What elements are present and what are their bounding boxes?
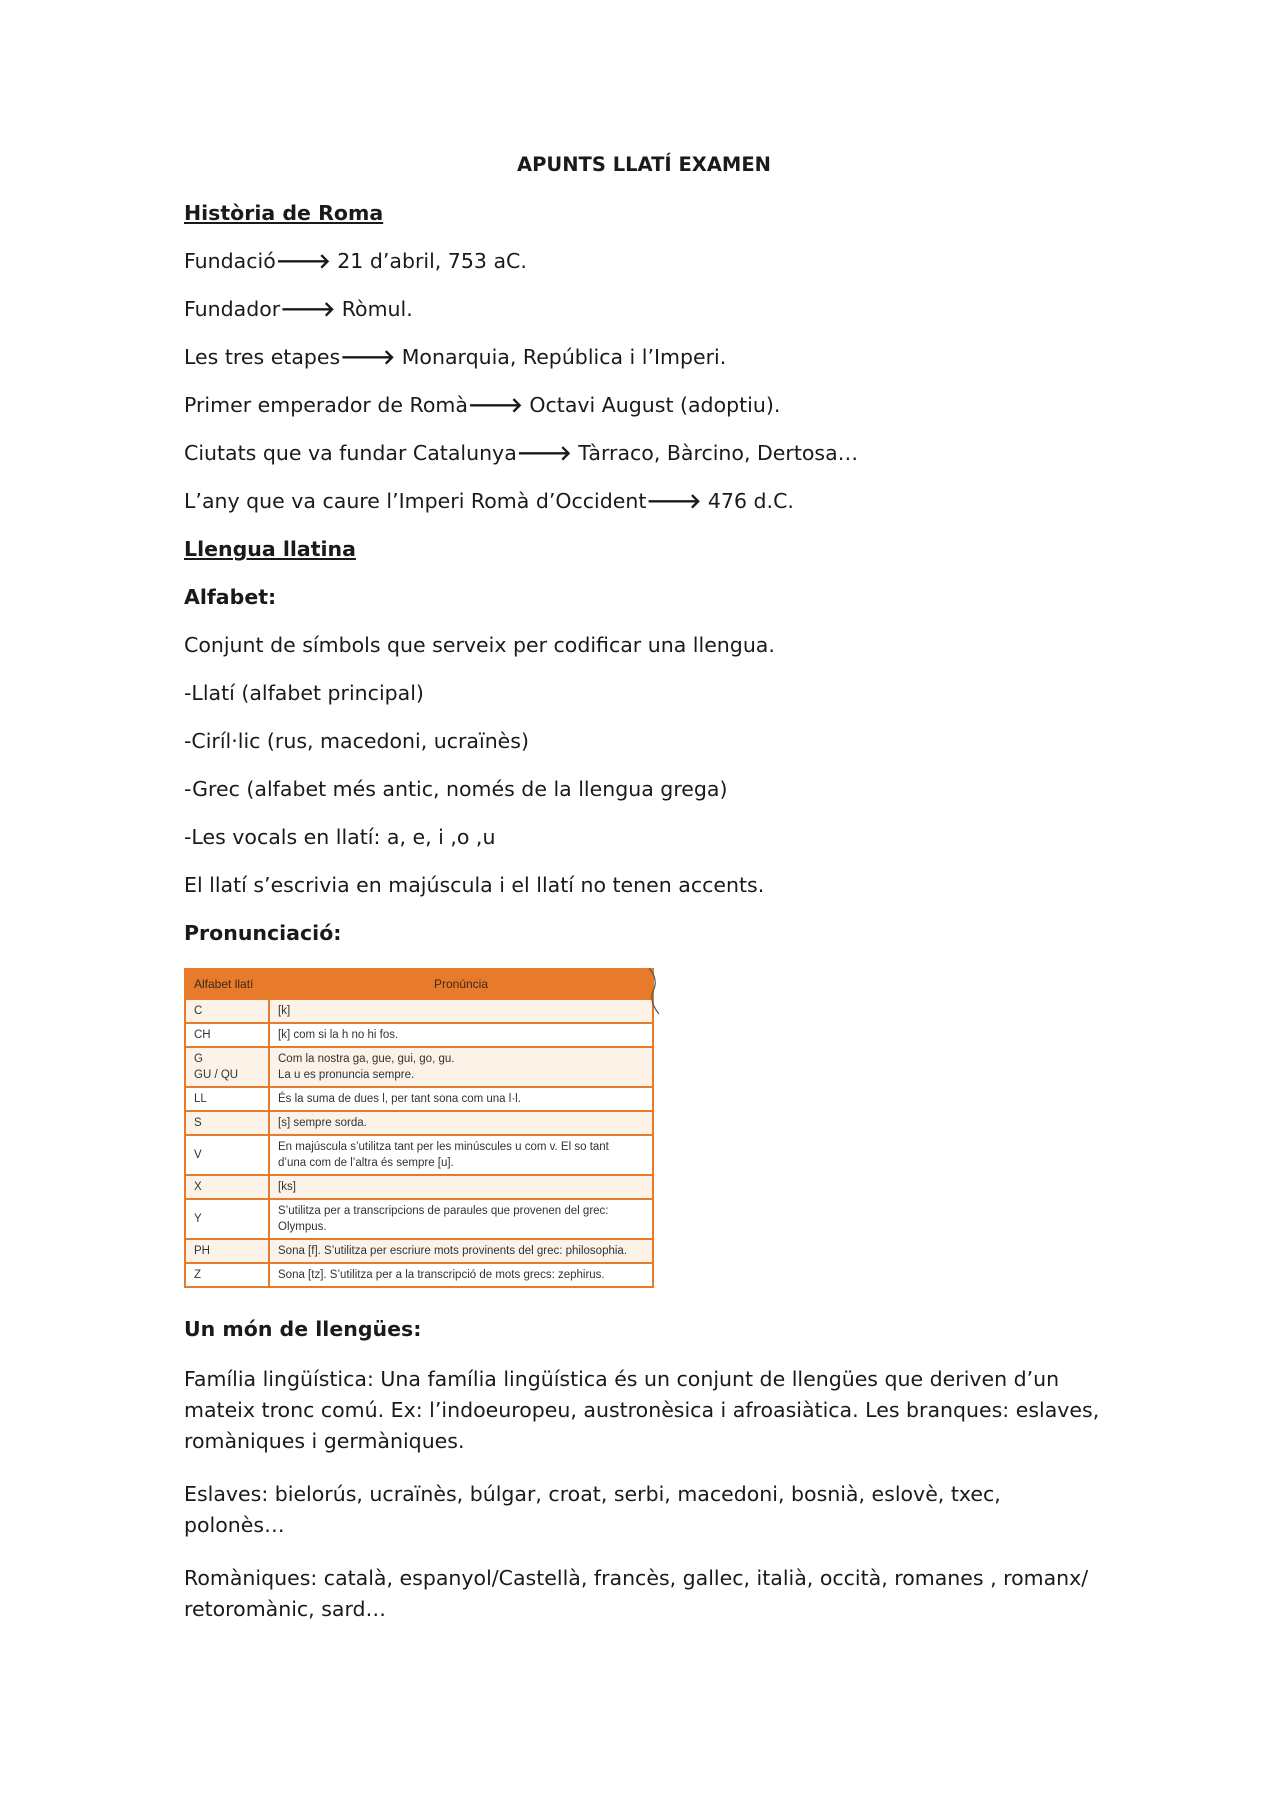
table-row bbox=[185, 1199, 653, 1239]
page-curl-icon bbox=[649, 968, 659, 1014]
languages-paragraph: Família lingüística: Una família lingüística és un conjunt de llengües que deriven d’un mateix tronc comú. Ex: l’indoeuropeu, austronèsica i afroasiàtica. Les branques: eslaves, romàniques i germàniques. bbox=[184, 1367, 1100, 1453]
table-cell-letter: S bbox=[185, 1111, 269, 1135]
table-row bbox=[185, 1239, 653, 1263]
column-header: Pronúncia bbox=[269, 969, 653, 999]
table-cell-pronunciation: Sona [f]. S’utilitza per escriure mots provinents del grec: philosophia. bbox=[269, 1239, 653, 1263]
arrow-right-icon: 🡒 bbox=[340, 345, 396, 369]
table-cell-letter: V bbox=[185, 1135, 269, 1175]
history-line: Ciutats que va fundar Catalunya🡒 Tàrraco, Bàrcino, Dertosa… bbox=[184, 441, 859, 465]
table-cell-pronunciation: S’utilitza per a transcripcions de paraules que provenen del grec: Olympus. bbox=[269, 1199, 653, 1239]
arrow-right-icon: 🡒 bbox=[275, 249, 331, 273]
arrow-right-icon: 🡒 bbox=[467, 393, 523, 417]
table-cell-letter: CH bbox=[185, 1023, 269, 1047]
alphabet-line: Conjunt de símbols que serveix per codificar una llengua. bbox=[184, 633, 775, 657]
history-line: Fundador🡒 Ròmul. bbox=[184, 297, 413, 321]
history-heading: Història de Roma bbox=[184, 201, 384, 225]
alphabet-line: -Ciríl·lic (rus, macedoni, ucraïnès) bbox=[184, 729, 529, 753]
languages-heading: Un món de llengües: bbox=[184, 1317, 422, 1341]
language-heading: Llengua llatina bbox=[184, 537, 356, 561]
table-row bbox=[185, 999, 653, 1023]
table-cell-letter: X bbox=[185, 1175, 269, 1199]
alphabet-line: -Les vocals en llatí: a, e, i ,o ,u bbox=[184, 825, 496, 849]
arrow-right-icon: 🡒 bbox=[516, 441, 572, 465]
history-line: Fundació🡒 21 d’abril, 753 aC. bbox=[184, 249, 527, 273]
column-header: Alfabet llatí bbox=[185, 969, 269, 999]
history-line: Primer emperador de Romà🡒 Octavi August (adoptiu). bbox=[184, 393, 781, 417]
table-cell-letter: Y bbox=[185, 1199, 269, 1239]
pronunciation-table bbox=[184, 968, 654, 1288]
table-cell-pronunciation: [s] sempre sorda. bbox=[269, 1111, 653, 1135]
history-lines bbox=[184, 248, 1104, 514]
table-cell-pronunciation: És la suma de dues l, per tant sona com una l·l. bbox=[269, 1087, 653, 1111]
table-cell-letter: C bbox=[185, 999, 269, 1023]
table-header-row bbox=[185, 969, 653, 999]
alphabet-heading: Alfabet: bbox=[184, 585, 277, 609]
document-title: APUNTS LLATÍ EXAMEN bbox=[517, 153, 771, 176]
alphabet-line: -Llatí (alfabet principal) bbox=[184, 681, 424, 705]
table-row bbox=[185, 1111, 653, 1135]
table-row bbox=[185, 1135, 653, 1175]
arrow-right-icon: 🡒 bbox=[280, 297, 336, 321]
table-cell-letter: LL bbox=[185, 1087, 269, 1111]
table-row bbox=[185, 1087, 653, 1111]
table-row bbox=[185, 1263, 653, 1287]
pronunciation-heading: Pronunciació: bbox=[184, 921, 342, 945]
table-row bbox=[185, 1175, 653, 1199]
document-page bbox=[184, 152, 1104, 1647]
languages-paragraph: Eslaves: bielorús, ucraïnès, búlgar, croat, serbi, macedoni, bosnià, eslovè, txec, polonès… bbox=[184, 1482, 1001, 1537]
table-cell-pronunciation: [ks] bbox=[269, 1175, 653, 1199]
table-row bbox=[185, 1047, 653, 1087]
history-line: Les tres etapes🡒 Monarquia, República i l’Imperi. bbox=[184, 345, 727, 369]
arrow-right-icon: 🡒 bbox=[646, 489, 702, 513]
table-cell-letter: G GU / QU bbox=[185, 1047, 269, 1087]
table-cell-pronunciation: Sona [tz]. S’utilitza per a la transcripció de mots grecs: zephirus. bbox=[269, 1263, 653, 1287]
pronunciation-table-image bbox=[184, 968, 659, 1288]
table-cell-pronunciation: [k] com si la h no hi fos. bbox=[269, 1023, 653, 1047]
table-row bbox=[185, 1023, 653, 1047]
table-cell-pronunciation: En majúscula s’utilitza tant per les minúscules u com v. El so tant d’una com de l’altra és sempre [u]. bbox=[269, 1135, 653, 1175]
table-cell-pronunciation: Com la nostra ga, gue, gui, go, gu. La u es pronuncia sempre. bbox=[269, 1047, 653, 1087]
table-cell-letter: Z bbox=[185, 1263, 269, 1287]
languages-paragraph: Romàniques: català, espanyol/Castellà, francès, gallec, italià, occità, romanes , romanx/ retoromànic, sard… bbox=[184, 1566, 1089, 1621]
alphabet-line: El llatí s’escrivia en majúscula i el llatí no tenen accents. bbox=[184, 873, 765, 897]
table-cell-letter: PH bbox=[185, 1239, 269, 1263]
alphabet-line: -Grec (alfabet més antic, només de la llengua grega) bbox=[184, 777, 728, 801]
table-cell-pronunciation: [k] bbox=[269, 999, 653, 1023]
history-line: L’any que va caure l’Imperi Romà d’Occident🡒 476 d.C. bbox=[184, 489, 794, 513]
